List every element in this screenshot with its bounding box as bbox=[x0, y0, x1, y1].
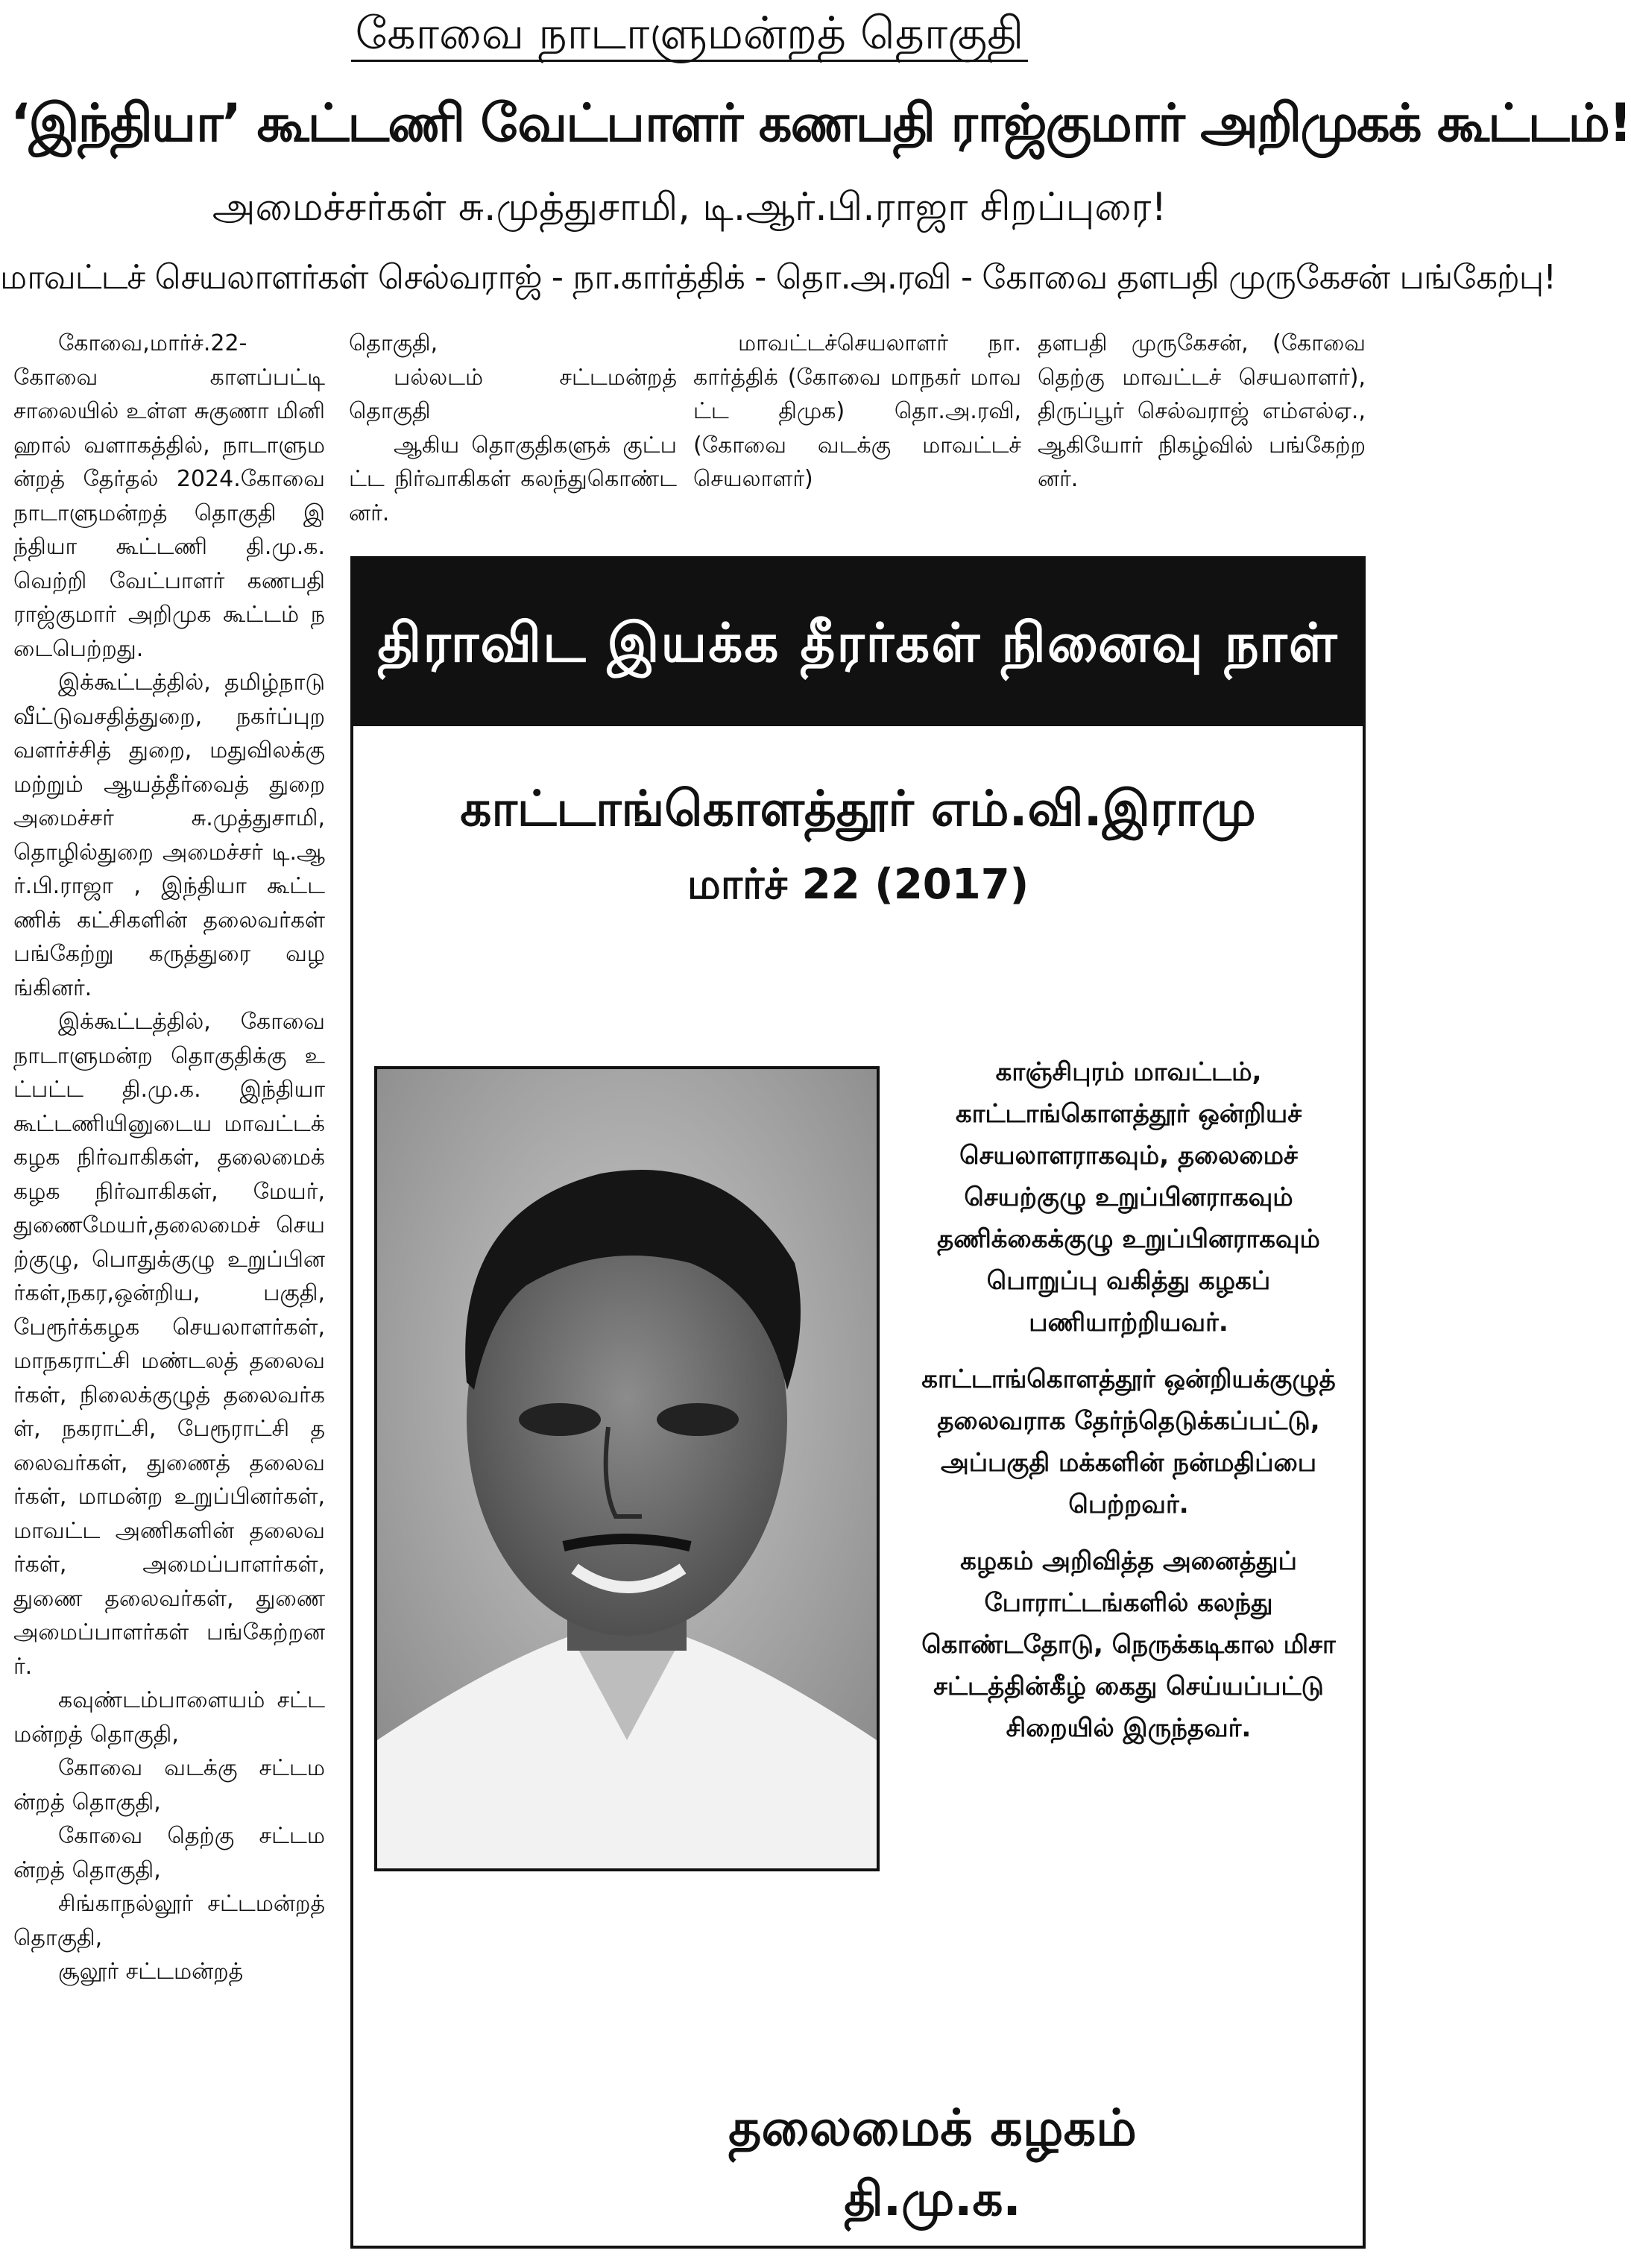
party-name: தி.மு.க. bbox=[844, 2172, 1021, 2227]
article-paragraph: இக்கூட்டத்தில், கோவை நாடாளுமன்ற தொகுதிக்கு உட்பட்ட தி.மு.க. இந்தியா கூட்டணியினுடைய மாவட்டக் கழக நிர்வாகிகள், தலைமைக் கழக நிர்வாகிகள், மேயர், துணைமேயர்,தலைமைச் செயற்குழு, பொதுக்குழு உறுப்பினர்கள்,நகர,ஒன்றிய, பகுதி,பேரூர்க்கழக செயலாளர்கள், மாநகராட்சி மண்டலத் தலைவர்கள், நிலைக்குழுத் தலைவர்கள், நகராட்சி, பேரூராட்சி தலைவர்கள், துணைத் தலைவர்கள், மாமன்ற உறுப்பினர்கள், மாவட்ட அணிகளின் தலைவர்கள், அமைப்பாளர்கள், துணை தலைவர்கள், துணை அமைப்பாளர்கள் பங்கேற்றனர். bbox=[13, 1009, 325, 1680]
subheadline: அமைச்சர்கள் சு.முத்துசாமி, டி.ஆர்.பி.ராஜா சிறப்புரை! bbox=[212, 185, 1167, 230]
issuing-organization: தலைமைக் கழகம் bbox=[728, 2099, 1137, 2158]
portrait-photo bbox=[374, 1066, 880, 1871]
article-column-3 bbox=[693, 327, 1021, 550]
honoree-name: காட்டாங்கொளத்தூர் எம்.வி.இராமு bbox=[460, 780, 1256, 837]
article-paragraph: பல்லடம் சட்டமன்றத் தொகுதி bbox=[349, 364, 677, 424]
article-paragraph: தொகுதி, bbox=[349, 330, 438, 356]
section-title-text: கோவை நாடாளுமன்றத் தொகுதி bbox=[351, 7, 1029, 62]
memorial-notice bbox=[350, 556, 1366, 2249]
bio-paragraph: காட்டாங்கொளத்தூர் ஒன்றியக்குழுத் தலைவராக தேர்ந்தெடுக்கப்பட்டு, அப்பகுதி மக்களின் நன்மதிப்பை பெற்றவர். bbox=[921, 1364, 1336, 1519]
article-column-4 bbox=[1038, 327, 1366, 550]
portrait-illustration bbox=[377, 1069, 877, 1868]
headline: ‘இந்தியா’ கூட்டணி வேட்பாளர் கணபதி ராஜ்குமார் அறிமுகக் கூட்டம்! bbox=[10, 92, 1631, 154]
article-paragraph: இக்கூட்டத்தில், தமிழ்நாடு வீட்டுவசதித்துறை, நகர்ப்புற வளர்ச்சித் துறை, மதுவிலக்கு மற்றும் ஆயத்தீர்வைத் துறை அமைச்சர் சு.முத்துசாமி, தொழில்துறை அமைச்சர் டி.ஆர்.பி.ராஜா , இந்தியா கூட்டணிக் கட்சிகளின் தலைவர்கள் பங்கேற்று கருத்துரை வழங்கினர். bbox=[13, 670, 325, 1001]
article-paragraph: சிங்காநல்லூர் சட்டமன்றத் தொகுதி, bbox=[13, 1891, 325, 1951]
section-title bbox=[0, 1, 1379, 66]
bio-paragraph: கழகம் அறிவித்த அனைத்துப் போராட்டங்களில் கலந்து கொண்டதோடு, நெருக்கடிகால மிசா சட்டத்தின்கீழ் கைது செய்யப்பட்டு சிறையில் இருந்தவர். bbox=[921, 1546, 1336, 1743]
article-paragraph: ஆகிய தொகுதிகளுக் குட்பட்ட நிர்வாகிகள் கலந்துகொண்டனர். bbox=[349, 432, 677, 526]
article-paragraph: சூலூர் சட்டமன்றத் bbox=[58, 1959, 244, 1985]
article-paragraph: கோவை,மார்ச்.22- கோவை காளப்பட்டி சாலையில் உள்ள சுகுணா மினி ஹால் வளாகத்தில், நாடாளுமன்றத் தேர்தல் 2024.கோவை நாடாளுமன்றத் தொகுதி இந்தியா கூட்டணி தி.மு.க. வெற்றி வேட்பாளர் கணபதி ராஜ்குமார் அறிமுக கூட்டம் நடைபெற்றது. bbox=[13, 330, 325, 662]
memorial-banner: திராவிட இயக்க தீரர்கள் நினைவு நாள் bbox=[353, 559, 1363, 726]
article-paragraph: கவுண்டம்பாளையம் சட்டமன்றத் தொகுதி, bbox=[13, 1687, 325, 1748]
article-column-2 bbox=[349, 327, 677, 550]
article-paragraph: கோவை வடக்கு சட்டமன்றத் தொகுதி, bbox=[13, 1755, 325, 1815]
article-paragraph: தளபதி முருகேசன், (கோவை தெற்கு மாவட்டச் செயலாளர்), திருப்பூர் செல்வராஜ் எம்எல்ஏ., ஆகியோர் நிகழ்வில் பங்கேற்றனர். bbox=[1038, 330, 1366, 492]
honoree-biography bbox=[897, 1051, 1360, 2020]
article-column-left bbox=[13, 327, 325, 2258]
article-paragraph: கோவை தெற்கு சட்டமன்றத் தொகுதி, bbox=[13, 1823, 325, 1883]
participants-line: மாவட்டச் செயலாளர்கள் செல்வராஜ் - நா.கார்த்திக் - தொ.அ.ரவி - கோவை தளபதி முருகேசன் பங்கேற்பு! bbox=[0, 257, 1556, 297]
article-paragraph: மாவட்டச்செயலாளர் நா.கார்த்திக் (கோவை மாநகர் மாவட்ட திமுக) தொ.அ.ரவி, (கோவை வடக்கு மாவட்டச் செயலாளர்) bbox=[693, 330, 1021, 492]
honoree-date: மார்ச் 22 (2017) bbox=[687, 860, 1029, 909]
bio-paragraph: காஞ்சிபுரம் மாவட்டம், காட்டாங்கொளத்தூர் ஒன்றியச் செயலாளராகவும், தலைமைச் செயற்குழு உறுப்பினராகவும் தணிக்கைக்குழு உறுப்பினராகவும் பொறுப்பு வகித்து கழகப் பணியாற்றியவர். bbox=[937, 1057, 1320, 1338]
